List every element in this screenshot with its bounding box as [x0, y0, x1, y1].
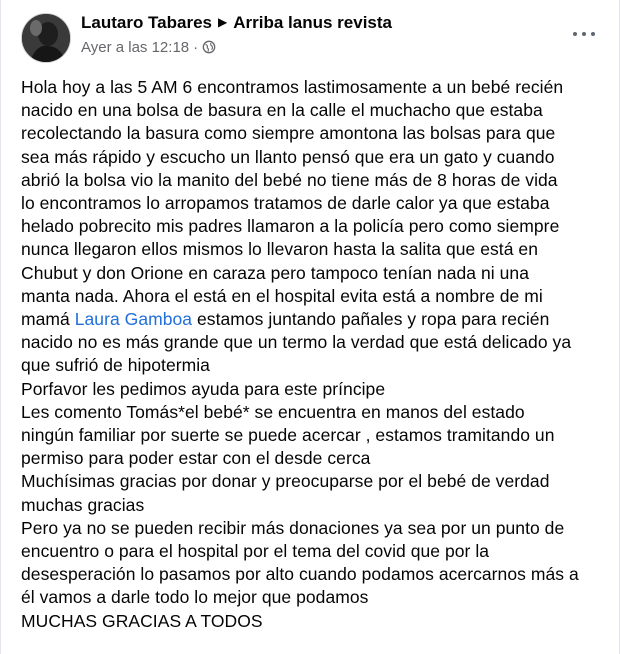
- post-line: nunca llegaron ellos mismos lo llevaron hasta la salita que está en: [21, 239, 538, 260]
- post-body: [21, 76, 616, 633]
- globe-icon: [202, 40, 216, 58]
- post-line: abrió la bolsa vio la manito del bebé no tiene más de 8 horas de vida: [21, 169, 558, 190]
- more-options-icon[interactable]: [569, 24, 599, 44]
- post-title: [81, 13, 392, 33]
- post-line: permiso para poder estar con el desde cerca: [21, 448, 371, 469]
- mention-link[interactable]: Laura Gamboa: [74, 309, 193, 330]
- separator-dot: ·: [193, 39, 199, 56]
- post-line: recolectando la basura como siempre amontona las bolsas para que: [21, 123, 556, 144]
- avatar[interactable]: [21, 13, 71, 63]
- post-header: [1, 0, 620, 66]
- post-line: encuentro o para el hospital por el tema del covid que por la: [21, 541, 490, 562]
- post-line: MUCHAS GRACIAS A TODOS: [21, 610, 263, 631]
- arrow-right-icon: ▶: [218, 15, 228, 29]
- mention-prefix: mamá: [21, 309, 75, 330]
- post-line: muchas gracias: [21, 494, 145, 515]
- post-line: Muchísimas gracias por donar y preocuparse por el bebé de verdad: [21, 471, 550, 492]
- post-line: nacido en una bolsa de basura en la calle el muchacho que estaba: [21, 100, 543, 121]
- post-line: Porfavor les pedimos ayuda para este príncipe: [21, 378, 386, 399]
- post-line: Les comento Tomás*el bebé* se encuentra en manos del estado: [21, 401, 525, 422]
- post-line: Chubut y don Orione en caraza pero tampoco tenían nada ni una: [21, 262, 529, 283]
- post-line: lo encontramos lo arropamos tratamos de darle calor ya que estaba: [21, 193, 550, 214]
- post-line-mention: [21, 308, 616, 331]
- post-line: ningún familiar por suerte se puede acercar , estamos tramitando un: [21, 425, 555, 446]
- post-line: Pero ya no se pueden recibir más donaciones ya sea por un punto de: [21, 517, 565, 538]
- post-line: helado pobrecito mis padres llamaron a la policía pero como siempre: [21, 216, 560, 237]
- post-line: manta nada. Ahora el está en el hospital evita está a nombre de mi: [21, 285, 543, 306]
- post-line: Hola hoy a las 5 AM 6 encontramos lastimosamente a un bebé recién: [21, 77, 564, 97]
- post-line: sea más rápido y escucho un llanto pensó que era un gato y cuando: [21, 146, 555, 167]
- mention-suffix: estamos juntando pañales y ropa para recién: [192, 309, 550, 330]
- post-line: él vamos a darle todo lo mejor que podamos: [21, 587, 369, 608]
- author-name[interactable]: Lautaro Tabares: [81, 13, 213, 32]
- post-line: desesperación lo pasamos por alto cuando podamos acercarnos más a: [21, 564, 579, 585]
- post-meta: [81, 39, 216, 58]
- timestamp[interactable]: Ayer a las 12:18: [81, 39, 190, 56]
- post-line: nacido no es más grande que un termo la verdad que está delicado ya: [21, 332, 572, 353]
- group-name[interactable]: Arriba lanus revista: [233, 13, 392, 32]
- post-line: que sufrió de hipotermia: [21, 355, 210, 376]
